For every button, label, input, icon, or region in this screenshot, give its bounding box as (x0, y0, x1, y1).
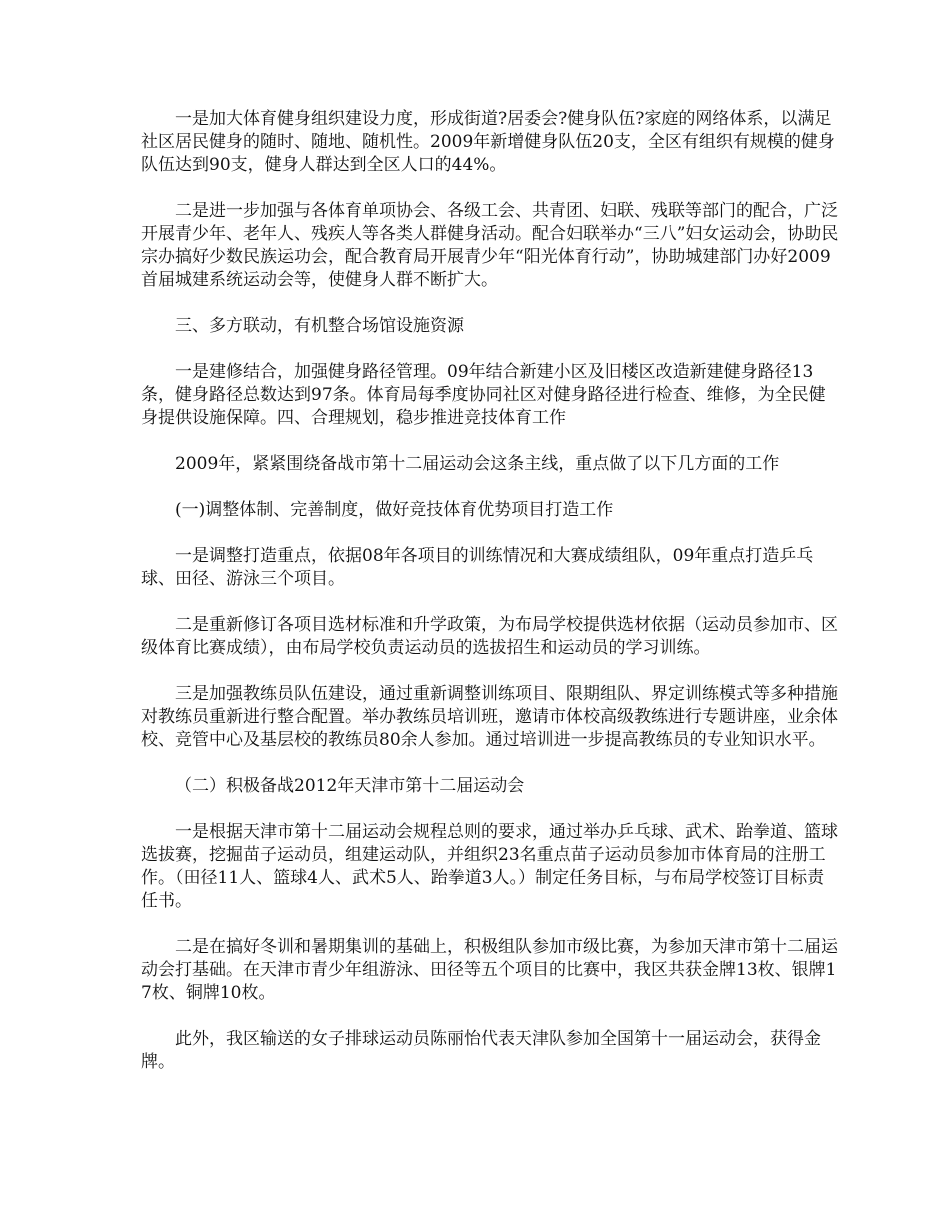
paragraph-competition-medals: 二是在搞好冬训和暑期集训的基础上，积极组队参加市级比赛，为参加天津市第十二届运动会打基础。在天津市青少年组游泳、田径等五个项目的比赛中，我区共获金牌13枚、银牌17枚、铜牌10枚。 (141, 937, 838, 1003)
paragraph-volleyball-gold: 此外，我区输送的女子排球运动员陈丽怡代表天津队参加全国第十一届运动会，获得金牌。 (141, 1029, 821, 1072)
paragraph-fitness-organization: 一是加大体育健身组织建设力度，形成街道?居委会?健身队伍?家庭的网络体系，以满足社区居民健身的随时、随地、随机性。2009年新增健身队伍20支，全区有组织有规模的健身队伍达到90支，健身人群达到全区人口的44%。 (141, 109, 835, 175)
paragraph-fitness-paths: 一是建修结合，加强健身路径管理。09年结合新建小区及旧楼区改造新建健身路径13条，健身路径总数达到97条。体育局每季度协同社区对健身路径进行检查、维修，为全民健身提供设施保障。四、合理规划，稳步推进竞技体育工作 (141, 362, 826, 428)
paragraph-2009-overview: 2009年，紧紧围绕备战市第十二届运动会这条主线，重点做了以下几方面的工作 (175, 454, 780, 474)
document-body (141, 108, 841, 1097)
section-heading-facilities: 三、多方联动，有机整合场馆设施资源 (175, 316, 464, 336)
subsection-heading-games-preparation: （二）积极备战2012年天津市第十二届运动会 (175, 776, 525, 796)
subsection-heading-system-reform: (一)调整体制、完善制度，做好竞技体育优势项目打造工作 (175, 500, 614, 520)
paragraph-coach-training: 三是加强教练员队伍建设，通过重新调整训练项目、限期组队、界定训练模式等多种措施对教练员重新进行整合配置。举办教练员培训班，邀请市体校高级教练进行专题讲座，业余体校、竞管中心及基层校的教练员80余人参加。通过培训进一步提高教练员的专业知识水平。 (141, 684, 838, 750)
paragraph-department-cooperation: 二是进一步加强与各体育单项协会、各级工会、共青团、妇联、残联等部门的配合，广泛开展青少年、老年人、残疾人等各类人群健身活动。配合妇联举办“三八”妇女运动会，协助民宗办搞好少数民族运功会，配合教育局开展青少年“阳光体育行动”，协助城建部门办好2009首届城建系统运动会等，使健身人群不断扩大。 (141, 201, 839, 290)
paragraph-athlete-registration: 一是根据天津市第十二届运动会规程总则的要求，通过举办乒乓球、武术、跆拳道、篮球选拔赛，挖掘苗子运动员，组建运动队，并组织23名重点苗子运动员参加市体育局的注册工作。（田径11人、篮球4人、武术5人、跆拳道3人。）制定任务目标，与布局学校签订目标责任书。 (141, 822, 838, 911)
paragraph-key-sports: 一是调整打造重点，依据08年各项目的训练情况和大赛成绩组队，09年重点打造乒乓球、田径、游泳三个项目。 (141, 546, 814, 589)
paragraph-selection-standards: 二是重新修订各项目选材标准和升学政策，为布局学校提供选材依据（运动员参加市、区级体育比赛成绩），由布局学校负责运动员的选拔招生和运动员的学习训练。 (141, 615, 838, 658)
